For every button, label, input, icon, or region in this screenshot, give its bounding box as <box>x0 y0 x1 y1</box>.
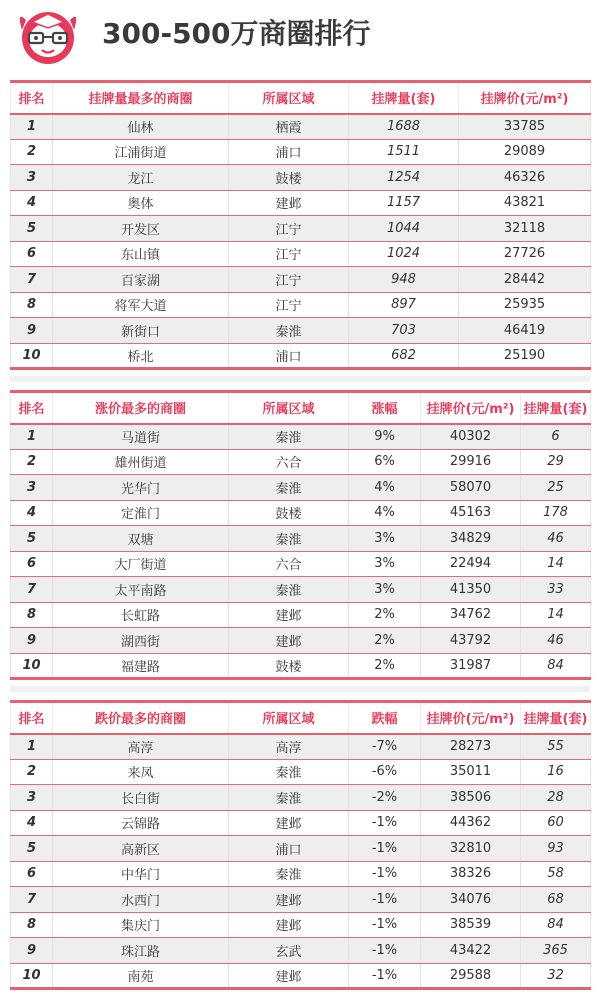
district-cell: 龙江 <box>53 165 229 191</box>
change-cell: -1% <box>349 963 421 989</box>
area-cell: 高淳 <box>229 734 349 760</box>
rank-cell: 1 <box>11 424 53 450</box>
change-cell: -1% <box>349 938 421 964</box>
table-row <box>11 318 591 344</box>
area-cell: 栖霞 <box>229 114 349 140</box>
listings-cell: 58 <box>521 861 591 887</box>
table-row <box>11 267 591 293</box>
price-cell: 58070 <box>421 475 521 501</box>
area-cell: 浦口 <box>229 343 349 369</box>
price-cell: 43422 <box>421 938 521 964</box>
rank-cell: 5 <box>11 526 53 552</box>
table-row <box>11 292 591 318</box>
table-row <box>11 810 591 836</box>
price-cell: 33785 <box>459 114 591 140</box>
table-row <box>11 343 591 369</box>
rank-cell: 1 <box>11 114 53 140</box>
table-row <box>11 963 591 989</box>
price-cell: 34829 <box>421 526 521 552</box>
rank-cell: 9 <box>11 318 53 344</box>
price-cell: 38326 <box>421 861 521 887</box>
col-district: 挂牌量最多的商圈 <box>53 82 229 114</box>
change-cell: 9% <box>349 424 421 450</box>
area-cell: 秦淮 <box>229 759 349 785</box>
price-cell: 29916 <box>421 449 521 475</box>
rank-cell: 1 <box>11 734 53 760</box>
table-row <box>11 785 591 811</box>
district-cell: 桥北 <box>53 343 229 369</box>
price-cell: 31987 <box>421 653 521 679</box>
price-cell: 40302 <box>421 424 521 450</box>
price-cell: 29089 <box>459 139 591 165</box>
listings-cell: 1024 <box>349 241 459 267</box>
district-cell: 来凤 <box>53 759 229 785</box>
price-cell: 43821 <box>459 190 591 216</box>
table-row <box>11 139 591 165</box>
district-cell: 定淮门 <box>53 500 229 526</box>
listings-cell: 33 <box>521 577 591 603</box>
change-cell: 3% <box>349 551 421 577</box>
district-cell: 大厂街道 <box>53 551 229 577</box>
rank-cell: 7 <box>11 267 53 293</box>
area-cell: 六合 <box>229 551 349 577</box>
table-row <box>11 449 591 475</box>
price-cell: 41350 <box>421 577 521 603</box>
listings-cell: 1688 <box>349 114 459 140</box>
listings-cell: 178 <box>521 500 591 526</box>
change-cell: -1% <box>349 810 421 836</box>
listings-cell: 46 <box>521 526 591 552</box>
rank-cell: 10 <box>11 963 53 989</box>
area-cell: 鼓楼 <box>229 653 349 679</box>
table-row <box>11 500 591 526</box>
price-cell: 44362 <box>421 810 521 836</box>
area-cell: 江宁 <box>229 267 349 293</box>
area-cell: 建邺 <box>229 190 349 216</box>
change-cell: 6% <box>349 449 421 475</box>
price-decrease-table <box>10 700 591 990</box>
change-cell: 2% <box>349 628 421 654</box>
table-header-row <box>11 392 591 424</box>
listings-cell: 93 <box>521 836 591 862</box>
table-row <box>11 938 591 964</box>
rank-cell: 4 <box>11 500 53 526</box>
listings-cell: 1157 <box>349 190 459 216</box>
area-cell: 建邺 <box>229 810 349 836</box>
district-cell: 水西门 <box>53 887 229 913</box>
col-change: 跌幅 <box>349 702 421 734</box>
col-rank: 排名 <box>11 392 53 424</box>
table-row <box>11 424 591 450</box>
change-cell: -1% <box>349 887 421 913</box>
district-cell: 长虹路 <box>53 602 229 628</box>
listings-cell: 84 <box>521 653 591 679</box>
listings-cell: 14 <box>521 551 591 577</box>
price-cell: 25935 <box>459 292 591 318</box>
change-cell: 2% <box>349 653 421 679</box>
district-cell: 将军大道 <box>53 292 229 318</box>
area-cell: 秦淮 <box>229 861 349 887</box>
rank-cell: 8 <box>11 602 53 628</box>
table-row <box>11 475 591 501</box>
district-cell: 百家湖 <box>53 267 229 293</box>
price-cell: 45163 <box>421 500 521 526</box>
district-cell: 江浦街道 <box>53 139 229 165</box>
listings-cell: 68 <box>521 887 591 913</box>
district-cell: 双塘 <box>53 526 229 552</box>
listings-cell: 55 <box>521 734 591 760</box>
rank-cell: 9 <box>11 938 53 964</box>
change-cell: -6% <box>349 759 421 785</box>
price-cell: 34762 <box>421 602 521 628</box>
col-area: 所属区域 <box>229 392 349 424</box>
table-row <box>11 165 591 191</box>
col-rank: 排名 <box>11 702 53 734</box>
col-price: 挂牌价(元/m²) <box>459 82 591 114</box>
change-cell: 4% <box>349 475 421 501</box>
area-cell: 浦口 <box>229 139 349 165</box>
change-cell: -2% <box>349 785 421 811</box>
district-cell: 新街口 <box>53 318 229 344</box>
listings-cell: 60 <box>521 810 591 836</box>
rank-cell: 3 <box>11 475 53 501</box>
listings-cell: 897 <box>349 292 459 318</box>
listings-cell: 948 <box>349 267 459 293</box>
rank-cell: 2 <box>11 449 53 475</box>
price-cell: 46326 <box>459 165 591 191</box>
rank-cell: 4 <box>11 190 53 216</box>
col-district: 跌价最多的商圈 <box>53 702 229 734</box>
rank-cell: 8 <box>11 912 53 938</box>
price-cell: 28273 <box>421 734 521 760</box>
price-cell: 38539 <box>421 912 521 938</box>
area-cell: 秦淮 <box>229 424 349 450</box>
rank-cell: 8 <box>11 292 53 318</box>
rank-cell: 10 <box>11 653 53 679</box>
table-row <box>11 602 591 628</box>
district-cell: 云锦路 <box>53 810 229 836</box>
price-cell: 29588 <box>421 963 521 989</box>
listings-cell: 6 <box>521 424 591 450</box>
district-cell: 长白街 <box>53 785 229 811</box>
rank-cell: 5 <box>11 216 53 242</box>
rank-cell: 9 <box>11 628 53 654</box>
listings-cell: 29 <box>521 449 591 475</box>
district-cell: 南苑 <box>53 963 229 989</box>
listings-cell: 703 <box>349 318 459 344</box>
price-cell: 38506 <box>421 785 521 811</box>
district-cell: 仙林 <box>53 114 229 140</box>
area-cell: 江宁 <box>229 292 349 318</box>
col-district: 涨价最多的商圈 <box>53 392 229 424</box>
table-header-row <box>11 702 591 734</box>
table-row <box>11 836 591 862</box>
district-cell: 湖西街 <box>53 628 229 654</box>
table-row <box>11 114 591 140</box>
table-row <box>11 628 591 654</box>
listings-cell: 1511 <box>349 139 459 165</box>
table-row <box>11 216 591 242</box>
rank-cell: 5 <box>11 836 53 862</box>
col-rank: 排名 <box>11 82 53 114</box>
listings-cell: 1044 <box>349 216 459 242</box>
rank-cell: 3 <box>11 165 53 191</box>
col-change: 涨幅 <box>349 392 421 424</box>
area-cell: 鼓楼 <box>229 165 349 191</box>
listings-cell: 84 <box>521 912 591 938</box>
rank-cell: 6 <box>11 241 53 267</box>
page-title: 300-500万商圈排行 <box>102 17 371 50</box>
change-cell: -1% <box>349 912 421 938</box>
col-area: 所属区域 <box>229 82 349 114</box>
area-cell: 秦淮 <box>229 475 349 501</box>
area-cell: 建邺 <box>229 887 349 913</box>
area-cell: 建邺 <box>229 628 349 654</box>
district-cell: 马道街 <box>53 424 229 450</box>
listings-cell: 365 <box>521 938 591 964</box>
area-cell: 江宁 <box>229 216 349 242</box>
rank-cell: 2 <box>11 759 53 785</box>
price-increase-table <box>10 390 591 680</box>
listings-cell: 25 <box>521 475 591 501</box>
district-cell: 福建路 <box>53 653 229 679</box>
header <box>0 0 600 72</box>
change-cell: 3% <box>349 526 421 552</box>
district-cell: 高新区 <box>53 836 229 862</box>
listings-cell: 682 <box>349 343 459 369</box>
district-cell: 奥体 <box>53 190 229 216</box>
area-cell: 江宁 <box>229 241 349 267</box>
listings-cell: 14 <box>521 602 591 628</box>
district-cell: 雄州街道 <box>53 449 229 475</box>
price-cell: 22494 <box>421 551 521 577</box>
change-cell: -1% <box>349 861 421 887</box>
rank-cell: 7 <box>11 577 53 603</box>
area-cell: 建邺 <box>229 602 349 628</box>
district-cell: 中华门 <box>53 861 229 887</box>
change-cell: -1% <box>349 836 421 862</box>
col-listings: 挂牌量(套) <box>521 702 591 734</box>
rank-cell: 6 <box>11 551 53 577</box>
area-cell: 浦口 <box>229 836 349 862</box>
area-cell: 鼓楼 <box>229 500 349 526</box>
table-row <box>11 653 591 679</box>
col-price: 挂牌价(元/m²) <box>421 702 521 734</box>
price-cell: 43792 <box>421 628 521 654</box>
price-cell: 27726 <box>459 241 591 267</box>
col-price: 挂牌价(元/m²) <box>421 392 521 424</box>
area-cell: 秦淮 <box>229 526 349 552</box>
district-cell: 光华门 <box>53 475 229 501</box>
rank-cell: 2 <box>11 139 53 165</box>
rank-cell: 3 <box>11 785 53 811</box>
change-cell: 3% <box>349 577 421 603</box>
district-cell: 珠江路 <box>53 938 229 964</box>
mascot-logo-icon <box>12 6 84 68</box>
listings-cell: 28 <box>521 785 591 811</box>
table-row <box>11 861 591 887</box>
area-cell: 秦淮 <box>229 318 349 344</box>
table-row <box>11 577 591 603</box>
col-listings: 挂牌量(套) <box>521 392 591 424</box>
district-cell: 开发区 <box>53 216 229 242</box>
listings-cell: 16 <box>521 759 591 785</box>
district-cell: 高淳 <box>53 734 229 760</box>
most-listings-table <box>10 80 591 370</box>
change-cell: -7% <box>349 734 421 760</box>
area-cell: 六合 <box>229 449 349 475</box>
col-area: 所属区域 <box>229 702 349 734</box>
price-cell: 46419 <box>459 318 591 344</box>
table-row <box>11 887 591 913</box>
area-cell: 秦淮 <box>229 577 349 603</box>
price-cell: 35011 <box>421 759 521 785</box>
table-header-row <box>11 82 591 114</box>
table-row <box>11 759 591 785</box>
section-divider <box>10 376 590 382</box>
change-cell: 2% <box>349 602 421 628</box>
area-cell: 秦淮 <box>229 785 349 811</box>
rank-cell: 6 <box>11 861 53 887</box>
table-row <box>11 734 591 760</box>
listings-cell: 46 <box>521 628 591 654</box>
price-cell: 25190 <box>459 343 591 369</box>
change-cell: 4% <box>349 500 421 526</box>
listings-cell: 1254 <box>349 165 459 191</box>
area-cell: 建邺 <box>229 912 349 938</box>
table-row <box>11 190 591 216</box>
price-cell: 32810 <box>421 836 521 862</box>
section-divider <box>10 686 590 692</box>
price-cell: 32118 <box>459 216 591 242</box>
rank-cell: 4 <box>11 810 53 836</box>
price-cell: 34076 <box>421 887 521 913</box>
col-listings: 挂牌量(套) <box>349 82 459 114</box>
district-cell: 东山镇 <box>53 241 229 267</box>
area-cell: 建邺 <box>229 963 349 989</box>
table-row <box>11 241 591 267</box>
table-row <box>11 526 591 552</box>
rank-cell: 10 <box>11 343 53 369</box>
area-cell: 玄武 <box>229 938 349 964</box>
district-cell: 集庆门 <box>53 912 229 938</box>
table-row <box>11 551 591 577</box>
table-row <box>11 912 591 938</box>
price-cell: 28442 <box>459 267 591 293</box>
rank-cell: 7 <box>11 887 53 913</box>
district-cell: 太平南路 <box>53 577 229 603</box>
listings-cell: 32 <box>521 963 591 989</box>
